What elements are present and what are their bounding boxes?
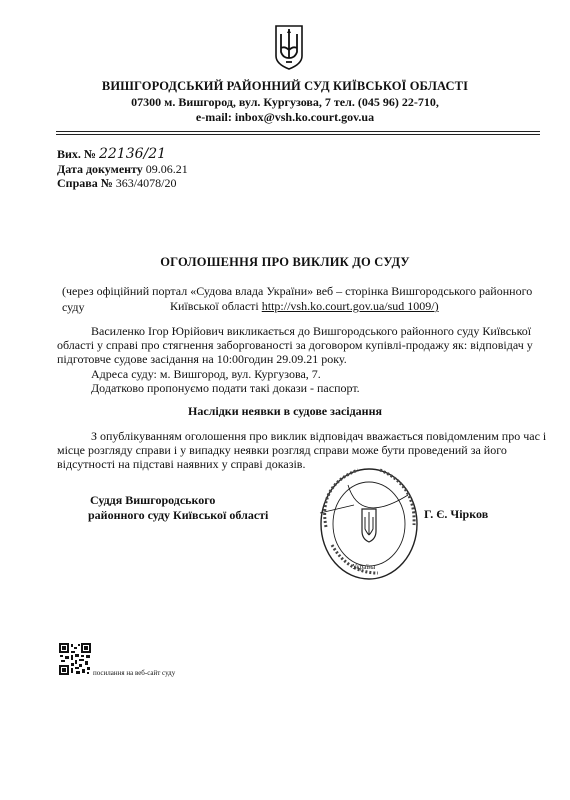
- document-date-row: [57, 162, 188, 177]
- signature-title-line1: Суддя Вишгородського: [90, 493, 216, 507]
- consequences-title: Наслідки неявки в судове засідання: [187, 404, 382, 418]
- court-email: e-mail: inbox@vsh.ko.court.gov.ua: [195, 110, 375, 124]
- judge-name: Г. Є. Чірков: [424, 507, 489, 521]
- document-date-label: Дата документу: [57, 162, 143, 176]
- evidence-line: Додатково пропонуємо подати такі докази - паспорт.: [91, 381, 360, 395]
- header-divider-secondary: [56, 134, 540, 135]
- court-name: ВИШГОРОДСЬКИЙ РАЙОННИЙ СУД КИЇВСЬКОЇ ОБЛАСТІ: [101, 79, 469, 93]
- notice-title: ОГОЛОШЕННЯ ПРО ВИКЛИК ДО СУДУ: [160, 255, 410, 269]
- consequences-line-3: відсутності на підставі наявних у справі доказів.: [57, 457, 306, 471]
- signature-title-line2: районного суду Київської області: [88, 508, 269, 522]
- court-address-line: Адреса суду: м. Вишгород, вул. Кургузова, 7.: [91, 367, 321, 381]
- body-line-2: області у справі про стягнення заборгованості за договором купівлі-продажу як: відповідач у: [57, 338, 533, 352]
- via-portal-line2: [170, 298, 550, 314]
- court-website-link[interactable]: http://vsh.ko.court.gov.ua/sud 1009/): [261, 299, 439, 313]
- outgoing-label: Вих. №: [57, 147, 96, 161]
- body-line-3: підготовче судове засідання на 10:00годин 29.09.21 року.: [57, 352, 347, 366]
- header-divider: [56, 131, 540, 132]
- qr-caption: посилання на веб-сайт суду: [93, 669, 176, 677]
- coat-of-arms-icon: [274, 22, 304, 70]
- case-number-label: Справа №: [57, 176, 113, 190]
- stamp-country: Україна: [352, 563, 376, 571]
- consequences-line-2: місце розгляду справи і у випадку неявки розгляд справи може бути проведений за його: [57, 443, 507, 457]
- via-portal-prefix: Київської області: [170, 299, 259, 313]
- qr-code-icon[interactable]: [59, 643, 91, 675]
- case-number-row: [57, 176, 176, 191]
- via-portal-line1: (через офіційний портал «Судова влада України» веб – сторінка Вишгородського районного суду: [62, 284, 533, 314]
- outgoing-number: 22136/21: [98, 146, 167, 162]
- document-date-value: 09.06.21: [145, 162, 188, 176]
- outgoing-number-row: [57, 146, 166, 162]
- court-address: 07300 м. Вишгород, вул. Кургузова, 7 тел. (045 96) 22-710,: [131, 95, 439, 109]
- body-line-1: Василенко Ігор Юрійович викликається до Вишгородського районного суду Київської: [91, 324, 532, 338]
- consequences-line-1: З опублікуванням оголошення про виклик відповідач вважається повідомленим про час і: [91, 429, 547, 443]
- case-number-value: 363/4078/20: [115, 176, 177, 190]
